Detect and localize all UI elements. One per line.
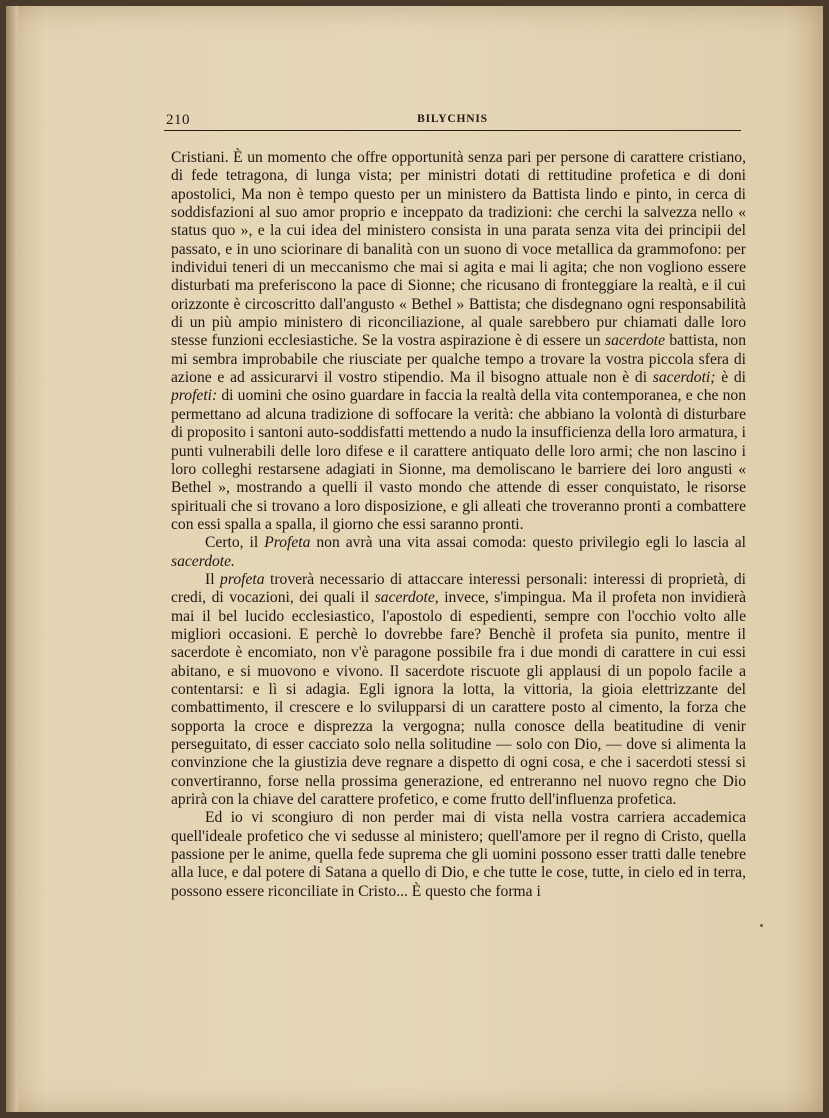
italic-run: sacerdote. <box>171 552 235 570</box>
italic-run: Profeta <box>264 534 311 552</box>
paragraph-1 <box>171 149 746 534</box>
page-speck <box>760 924 763 927</box>
italic-run: profeti: <box>171 387 218 405</box>
text-run: battista, non mi sembra improbabile che riusciate per qualche tempo a trovare la vostra piccola sfera di azione e ad assicurarvi il vostro stipendio. Ma il bisogno attuale non è di <box>171 332 746 387</box>
page-body <box>171 149 746 901</box>
italic-run: sacerdote <box>605 332 666 350</box>
italic-run: sacerdoti; <box>652 369 716 387</box>
italic-run: profeta <box>220 570 265 588</box>
running-title: BILYCHNIS <box>417 113 488 125</box>
italic-run: sacerdote, <box>374 589 439 607</box>
text-run: di uomini che osino guardare in faccia la realtà della vita contemporanea, e che non permettano ad alcuna tradizione di soffocare la verità: che abbiano la volontà di disturbare di proposito i santoni auto-soddisfatti mettendo a nudo la insufficienza della loro armatura, i punti vulnerabili delle loro difese e il carattere antiquato delle loro armi; che non lascino i loro colleghi restarsene adagiati in Sionne, ma demoliscano le barriere dei loro angusti « Bethel », mostrando a quelli il vasto mondo che attende di esser conquistato, le risorse spirituali che si trovano a loro disposizione, e gli alleati che troveranno pronti a combattere con essi spalla a spalla, il giorno che essi saranno pronti. <box>171 387 746 533</box>
text-run: è di <box>715 369 746 387</box>
text-run: Ed io vi scongiuro di non perder mai di vista nella vostra carriera accademica quell'ideale profetico che vi sedusse al ministero; quell'amore per il regno di Cristo, quella passione per le anime, quella fede suprema che gli uomini possono esser tratti dalle tenebre alla luce, e dal potere di Satana a quello di Dio, e che tutte le cose, tutte, in cielo ed in terra, possono essere riconciliate in Cristo... È questo che forma i <box>171 809 746 900</box>
book-page <box>6 6 823 1112</box>
text-run: troverà necessario di attaccare interessi personali: interessi di proprietà, di credi, di vocazioni, dei quali il <box>171 570 746 607</box>
text-run: Cristiani. È un momento che offre opportunità senza pari per persone di carattere cristiano, di fede tetragona, di lunga vista; per ministri dotati di rettitudine profetica e di doni apostolici, Ma non è tempo questo per un ministero da Battista lindo e pinto, in cerca di soddisfazioni al suo amor proprio e inceppato da tradizioni: che cerchi la salvezza nello « status quo », e la cui idea del ministero consista in una parata senza vita dei principii del passato, e in uno sciorinare di banalità con un suono di voce metallica da grammofono: per individui teneri di un meccanismo che mai si agita e mai li agita; che non vogliono essere disturbati ma preferiscono la pace di Sionne; che ricusano di fronteggiare la realtà, e il cui orizzonte è circoscritto dall'angusto « Bethel » Battista; che disdegnano ogni responsabilità di un più ampio ministero di riconciliazione, al quale sarebbero pur chiamati dalle loro stesse funzioni ecclesiastiche. Se la vostra aspirazione è di essere un <box>171 149 746 350</box>
page-number: 210 <box>166 112 190 128</box>
text-run: Il <box>205 570 221 588</box>
paragraph-2 <box>171 534 746 571</box>
text-run: Certo, il <box>205 534 265 552</box>
paragraph-3 <box>171 571 746 809</box>
paragraph-4 <box>171 809 746 901</box>
text-run: non avrà una vita assai comoda: questo privilegio egli lo lascia al <box>310 534 746 552</box>
text-run: invece, s'impingua. Ma il profeta non invidierà mai il bel lucido ecclesiastico, l'apostolo di espedienti, sempre con l'occhio volto alle migliori occasioni. E perchè lo dovrebbe fare? Benchè il profeta sia punito, mentre il sacerdote è encomiato, non v'è paragone possibile fra i due mondi di carattere in cui essi abitano, e si muovono e vivono. Il sacerdote riscuote gli applausi di un popolo facile a contentarsi: e lì si adagia. Egli ignora la lotta, la vittoria, la gioia elettrizzante del combattimento, il crescere e lo svilupparsi di un carattere posto al cimento, la forza che sopporta la croce e disprezza la vergogna; nulla conosce della beatitudine di venir perseguitato, di esser cacciato solo nella solitudine — solo con Dio, — dove si alimenta la convinzione che la giustizia deve regnare a dispetto di ogni cosa, e che i sacerdoti stessi si convertiranno, forse nella prossima generazione, ed entreranno nel nuovo regno che Dio aprirà con la chiave del carattere profetico, e come frutto dell'influenza profetica. <box>171 589 746 809</box>
page-header <box>164 110 741 131</box>
page-spine-shadow <box>6 6 18 1112</box>
